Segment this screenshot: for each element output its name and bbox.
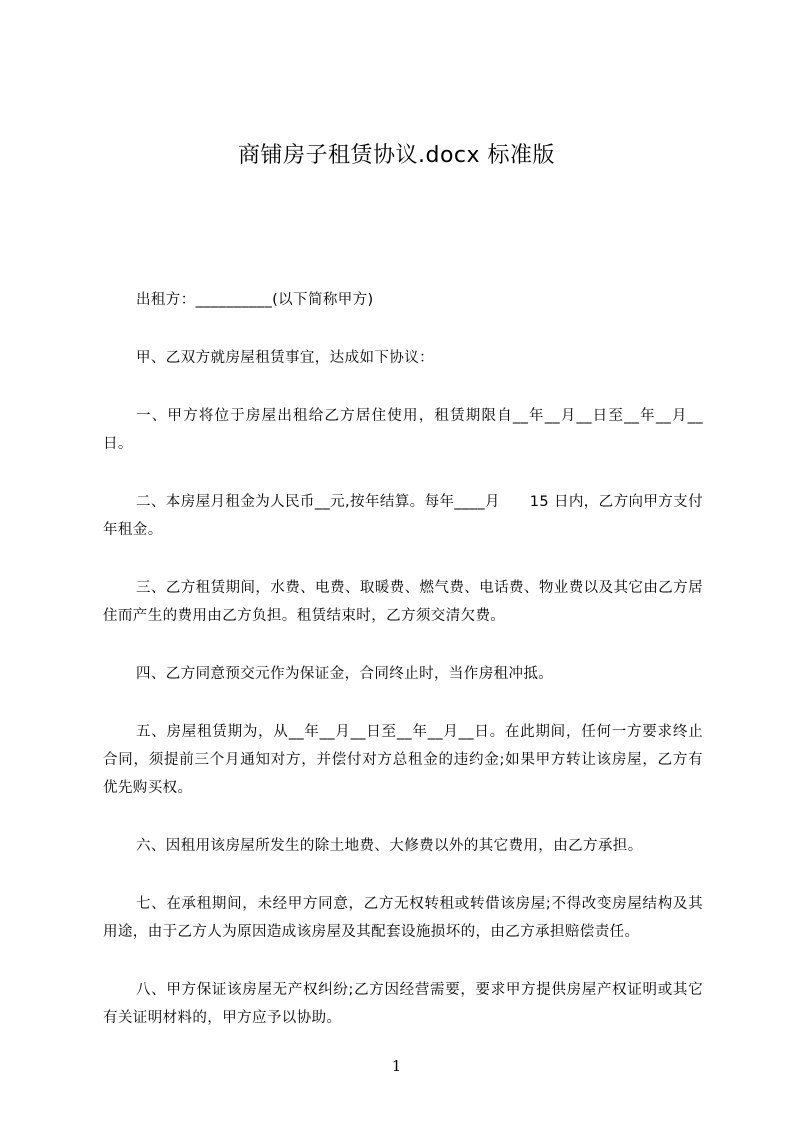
paragraph-clause-4: 四、乙方同意预交元作为保证金，合同终止时，当作房租冲抵。: [136, 666, 554, 682]
paragraph-clause-8: 八、甲方保证该房屋无产权纠纷;乙方因经营需要，要求甲方提供房屋产权证明或其它有关证明材料的，甲方应予以协助。: [103, 982, 703, 1026]
paragraph-clause-2: 二、本房屋月租金为人民币__元,按年结算。每年____月 15 日内，乙方向甲方支付年租金。: [103, 494, 703, 538]
paragraph-lessor: 出租方：__________(以下简称甲方): [136, 292, 374, 308]
document-body: [103, 286, 703, 1062]
paragraph-clause-3: 三、乙方租赁期间，水费、电费、取暖费、燃气费、电话费、物业费以及其它由乙方居住而产生的费用由乙方负担。租赁结束时，乙方须交清欠费。: [103, 580, 703, 624]
page-number: 1: [391, 1057, 402, 1075]
paragraph-agreement-intro: 甲、乙双方就房屋租赁事宜，达成如下协议：: [136, 350, 434, 366]
paragraph-clause-1: 一、甲方将位于房屋出租给乙方居住使用，租赁期限自__年__月__日至__年__月__日。: [103, 408, 703, 452]
paragraph-clause-7: 七、在承租期间，未经甲方同意，乙方无权转租或转借该房屋;不得改变房屋结构及其用途，由于乙方人为原因造成该房屋及其配套设施损坏的，由乙方承担赔偿责任。: [103, 896, 703, 940]
document-title: 商铺房子租赁协议.docx 标准版: [237, 143, 556, 168]
paragraph-clause-6: 六、因租用该房屋所发生的除土地费、大修费以外的其它费用，由乙方承担。: [136, 838, 643, 854]
paragraph-clause-5: 五、房屋租赁期为，从__年__月__日至__年__月__日。在此期间，任何一方要求终止合同，须提前三个月通知对方，并偿付对方总租金的违约金;如果甲方转让该房屋，乙方有优先购买权。: [103, 724, 703, 796]
